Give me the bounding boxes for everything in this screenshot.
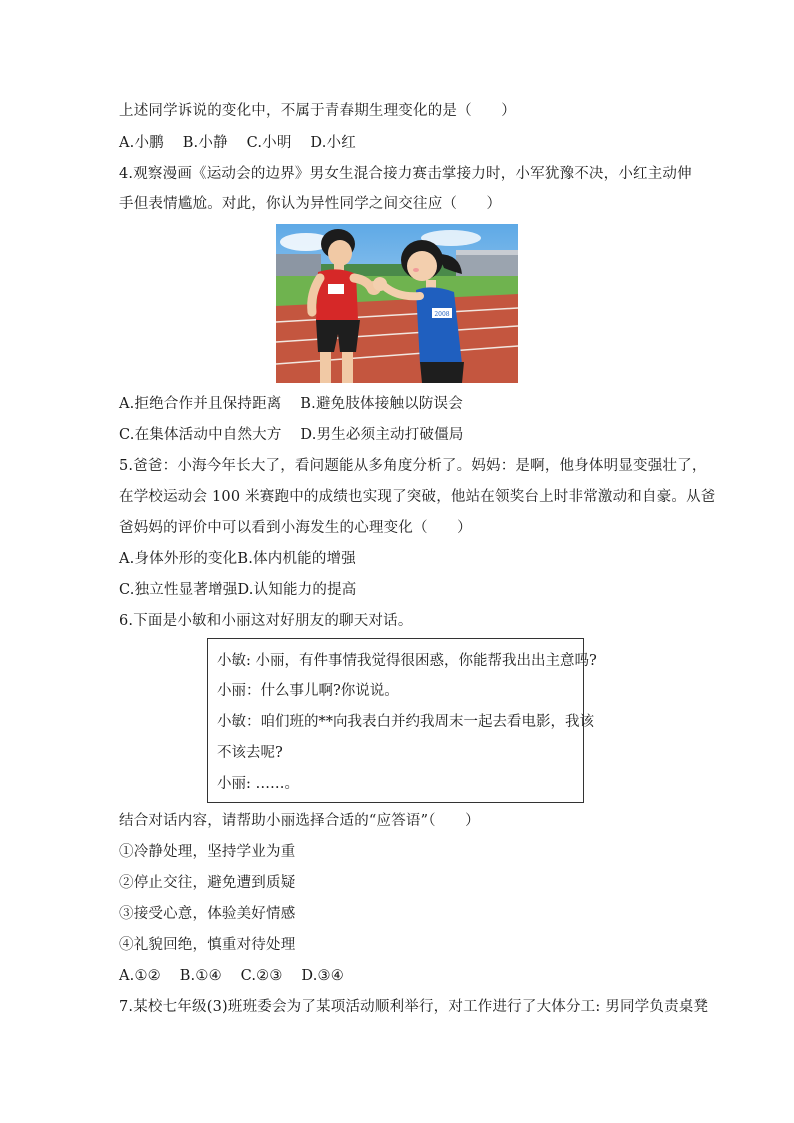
- dialog-line: 小丽：什么事儿啊?你说说。: [217, 683, 399, 699]
- option-c: C.②③: [240, 968, 283, 984]
- option-b: B.小静: [182, 135, 228, 151]
- bib-number: 2008: [434, 311, 450, 318]
- q4-options-line1: [119, 394, 477, 414]
- option-a: A.①②: [119, 968, 161, 984]
- q5-options-line2: C.独立性显著增强D.认知能力的提高: [119, 582, 357, 598]
- chat-dialog-box: [207, 638, 597, 803]
- q3-stem: 上述同学诉说的变化中，不属于青春期生理变化的是（ ）: [119, 103, 516, 119]
- option-c: C.在集体活动中自然大方: [119, 427, 282, 443]
- q6-item-4: ④礼貌回绝，慎重对待处理: [119, 937, 296, 953]
- dialog-line: 小丽: ……。: [217, 776, 299, 792]
- q6-item-2: ②停止交往，避免遭到质疑: [119, 875, 296, 891]
- option-d: D.男生必须主动打破僵局: [300, 427, 464, 443]
- option-c: C.小明: [246, 135, 292, 151]
- q6-prompt: 结合对话内容，请帮助小丽选择合适的“应答语”（ ）: [119, 813, 480, 829]
- option-b: B.①④: [179, 968, 222, 984]
- option-b: B.避免肢体接触以防误会: [300, 396, 463, 412]
- q5-stem-line1: 5.爸爸：小海今年长大了，看问题能从多角度分析了。妈妈：是啊，他身体明显变强壮了，: [119, 458, 707, 474]
- q6-options: [119, 966, 358, 986]
- q5-stem-line2: 在学校运动会 100 米赛跑中的成绩也实现了突破，他站在领奖台上时非常激动和自豪。从爸: [119, 489, 716, 505]
- q3-options: [119, 133, 370, 153]
- q6-stem: 6.下面是小敏和小丽这对好朋友的聊天对话。: [119, 613, 413, 629]
- q5-options-line1: A.身体外形的变化B.体内机能的增强: [119, 551, 356, 567]
- q7-stem-line1: 7.某校七年级(3)班班委会为了某项活动顺利举行，对工作进行了大体分工: 男同学负责桌凳: [119, 999, 709, 1015]
- option-d: D.小红: [310, 135, 356, 151]
- q4-stem-line1: 4.观察漫画《运动会的边界》男女生混合接力赛击掌接力时，小军犹豫不决，小红主动伸: [119, 166, 692, 182]
- q4-stem-line2: 手但表情尴尬。对此，你认为异性同学之间交往应（ ）: [119, 196, 502, 212]
- option-d: D.③④: [301, 968, 344, 984]
- q6-item-1: ①冷静处理，坚持学业为重: [119, 844, 296, 860]
- option-a: A.拒绝合作并且保持距离: [119, 396, 282, 412]
- option-a: A.小鹏: [119, 135, 164, 151]
- runners-high-five-illustration: [276, 224, 518, 383]
- q4-options-line2: [119, 425, 478, 445]
- dialog-line: 小敏: 小丽，有件事情我觉得很困惑，你能帮我出出主意吗?: [217, 653, 597, 669]
- dialog-line: 不该去呢?: [217, 745, 283, 761]
- dialog-line: 小敏：咱们班的**向我表白并约我周末一起去看电影，我该: [217, 714, 594, 730]
- q6-item-3: ③接受心意，体验美好情感: [119, 906, 296, 922]
- q5-stem-line3: 爸妈妈的评价中可以看到小海发生的心理变化（ ）: [119, 520, 472, 536]
